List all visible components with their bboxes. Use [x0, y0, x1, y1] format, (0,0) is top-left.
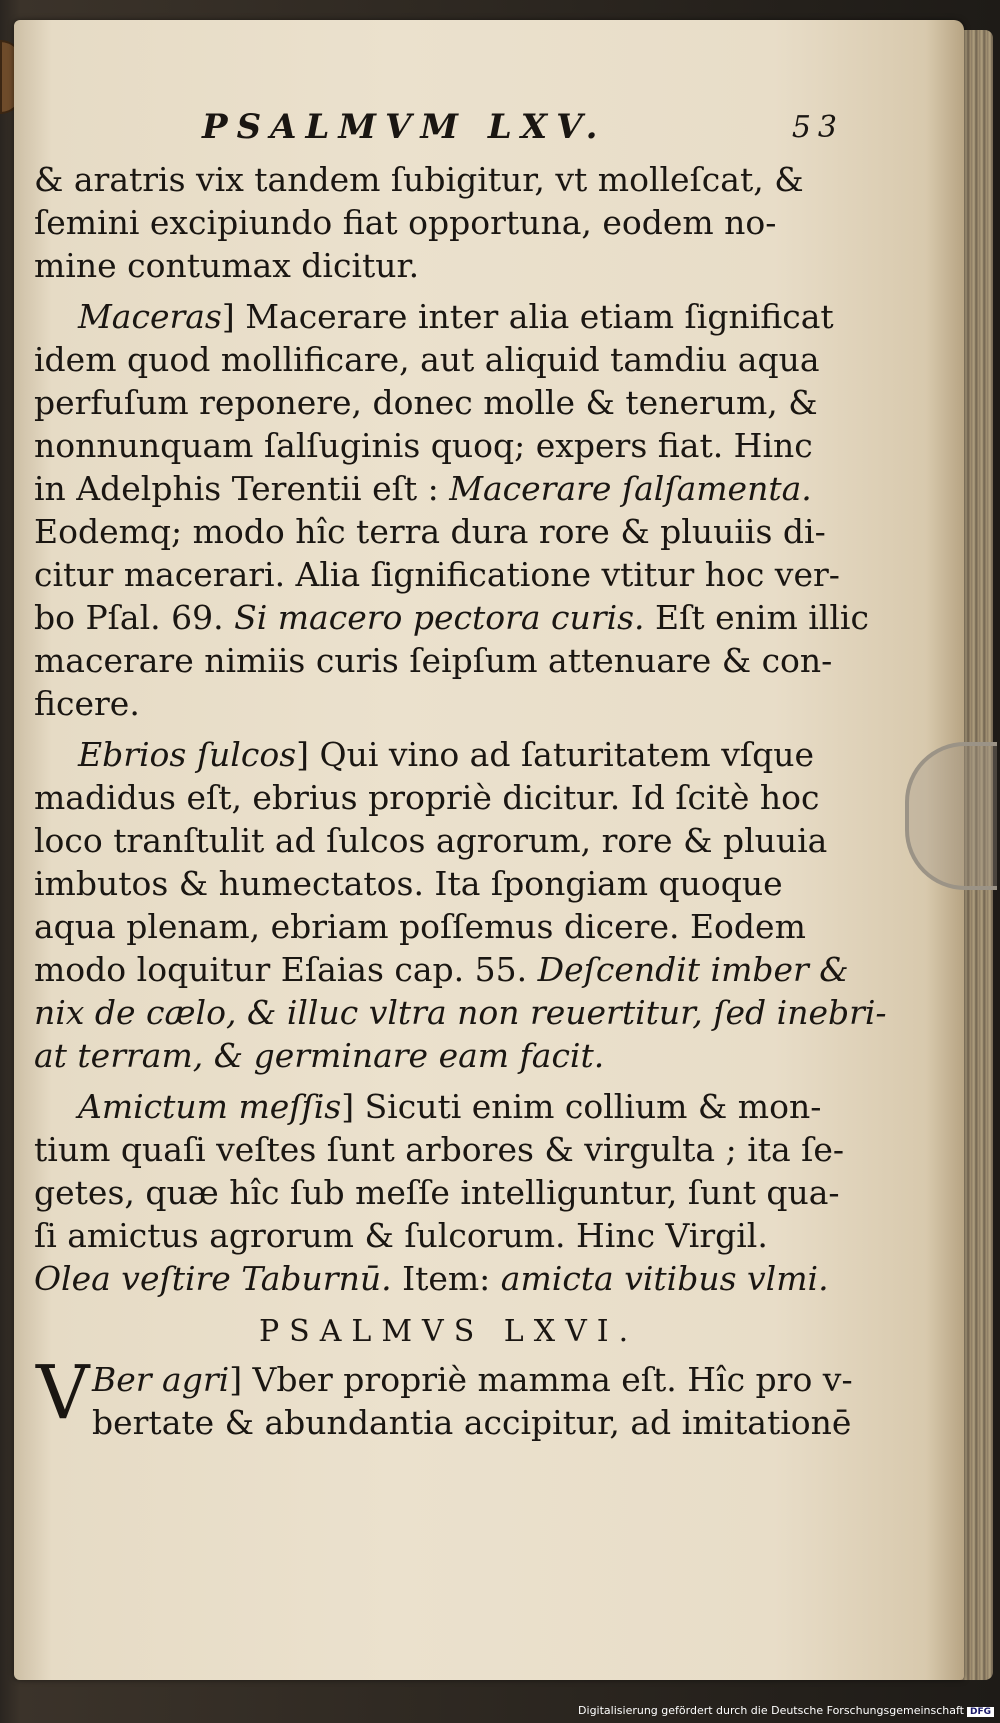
- text-line: getes, quæ hîc ſub meſſe intelliguntur, ſunt qua-: [34, 1173, 840, 1212]
- running-title: PSALMVM LXV.: [202, 107, 607, 147]
- text-line: bertate & abundantia accipitur, ad imitationē: [92, 1403, 852, 1442]
- lemma-bracket: ]: [229, 1360, 243, 1399]
- text-line: perfuſum reponere, donec molle & tenerum, &: [34, 383, 818, 422]
- paragraph-maceras: [34, 295, 869, 725]
- quotation: Deſcendit imber &: [537, 950, 849, 989]
- text-line: mine contumax dicitur.: [34, 246, 420, 285]
- running-header: [34, 106, 844, 158]
- text-line: madidus eſt, ebrius propriè dicitur. Id ſcitè hoc: [34, 778, 820, 817]
- text-line: ſemini excipiundo fiat opportuna, eodem no-: [34, 203, 777, 242]
- dfg-logo: DFG: [967, 1707, 994, 1717]
- text-line: imbutos & humectatos. Ita ſpongiam quoque: [34, 864, 783, 903]
- quotation: Olea veſtire Taburnū.: [34, 1259, 392, 1298]
- text-run: Qui vino ad ſaturitatem vſque: [309, 735, 814, 774]
- text-line: ficere.: [34, 684, 140, 723]
- text-line: [34, 948, 849, 991]
- paragraph-1: [34, 158, 824, 287]
- quotation: Macerare ſalſamenta.: [449, 469, 812, 508]
- text-line: [34, 295, 834, 338]
- text-line: ſi amictus agrorum & ſulcorum. Hinc Virgil.: [34, 1216, 768, 1255]
- page-number: 53: [791, 110, 844, 145]
- quotation: amicta vitibus vlmi.: [500, 1259, 829, 1298]
- text-run: Macerare inter alia etiam ſignificat: [234, 297, 834, 336]
- text-run: Vber propriè mamma eſt. Hîc pro v-: [242, 1360, 853, 1399]
- text-line: macerare nimiis curis ſeipſum attenuare & con-: [34, 641, 833, 680]
- lemma: Amictum meſſis: [78, 1087, 342, 1126]
- credit-text: Digitalisierung gefördert durch die Deutsche Forschungsgemeinschaft: [578, 1704, 964, 1717]
- lemma-bracket: ]: [221, 297, 235, 336]
- text-line: [34, 596, 869, 639]
- text-line: [34, 467, 824, 510]
- text-line: citur macerari. Alia ſignificatione vtitur hoc ver-: [34, 555, 840, 594]
- text-line: [34, 733, 824, 776]
- paragraph-ebrios-sulcos: [34, 733, 887, 1077]
- text-line: loco tranſtulit ad ſulcos agrorum, rore & pluuia: [34, 821, 828, 860]
- paragraph-amictum-messis: [34, 1085, 845, 1300]
- text-line: tium quaſi veſtes ſunt arbores & virgulta ; ita ſe-: [34, 1130, 845, 1169]
- text-line: aqua plenam, ebriam poſſemus dicere. Eodem: [34, 907, 806, 946]
- quotation-line: nix de cælo, & illuc vltra non reuertitur, ſed inebri-: [34, 993, 887, 1032]
- text-run: in Adelphis Terentii eſt :: [34, 469, 450, 508]
- text-line: [34, 1085, 824, 1128]
- quotation-line: at terram, & germinare eam facit.: [34, 1036, 605, 1075]
- lemma: Maceras: [78, 297, 222, 336]
- lemma-bracket: ]: [296, 735, 310, 774]
- text-line: & aratris vix tandem ſubigitur, vt molleſcat, &: [34, 160, 804, 199]
- drop-capital: V: [36, 1350, 90, 1436]
- text-run: bo Pſal. 69.: [34, 598, 235, 637]
- book-clasp: [905, 742, 997, 890]
- text-run: Eſt enim illic: [644, 598, 869, 637]
- text-line: Eodemq; modo hîc terra dura rore & pluuiis di-: [34, 512, 826, 551]
- lemma-bracket: ]: [341, 1087, 355, 1126]
- text-run: Item:: [391, 1259, 501, 1298]
- text-line: nonnunquam ſalſuginis quoq; expers fiat. Hinc: [34, 426, 813, 465]
- page-text: [34, 106, 887, 1444]
- psalm-heading: PSALMVS LXVI.: [259, 1314, 639, 1349]
- text-line: [34, 1257, 829, 1300]
- text-run: modo loquitur Eſaias cap. 55.: [34, 950, 538, 989]
- text-run: Sicuti enim collium & mon-: [354, 1087, 822, 1126]
- paragraph-uber-agri: [34, 1350, 853, 1444]
- lemma: Ebrios ſulcos: [78, 735, 297, 774]
- digitization-credit: [578, 1704, 994, 1717]
- quotation: Si macero pectora curis.: [234, 598, 645, 637]
- lemma: Ber agri: [92, 1360, 230, 1399]
- text-line: idem quod mollificare, aut aliquid tamdiu aqua: [34, 340, 820, 379]
